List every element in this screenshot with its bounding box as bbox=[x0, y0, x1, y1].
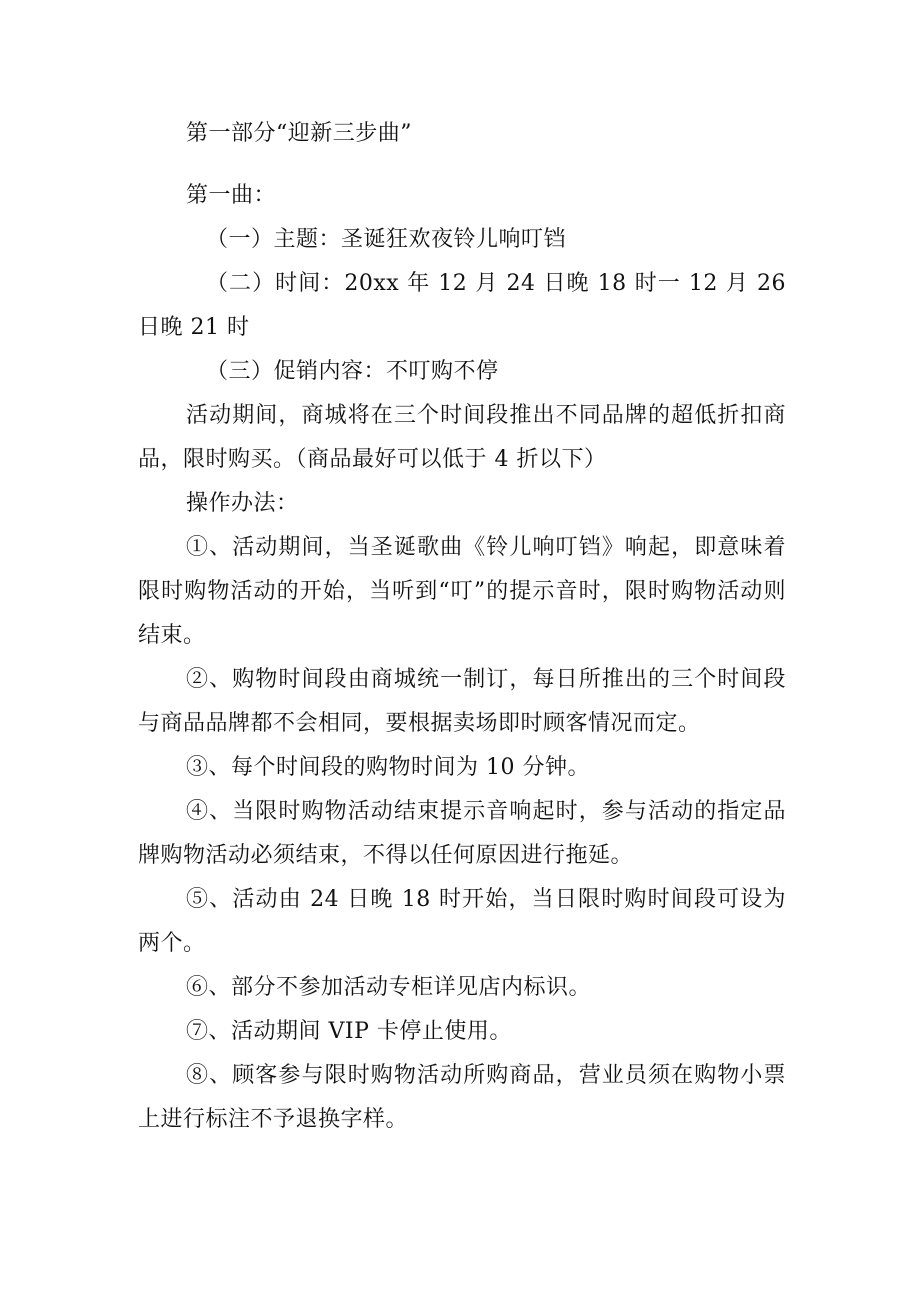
method-title: 操作办法： bbox=[186, 491, 299, 516]
theme-line: （一）主题：圣诞狂欢夜铃儿响叮铛 bbox=[206, 227, 567, 252]
rule-item: ⑥、部分不参加活动专柜详见店内标识。 bbox=[186, 975, 592, 1000]
promo-content-line: （三）促销内容：不叮购不停 bbox=[206, 359, 499, 384]
rule-item: ⑧、顾客参与限时购物活动所购商品，营业员须在购物小票上进行标注不予退换字样。 bbox=[138, 1063, 786, 1132]
intro-paragraph: 活动期间，商城将在三个时间段推出不同品牌的超低折扣商品，限时购买。（商品最好可以低于 4 折以下） bbox=[138, 403, 786, 472]
section-title: 第一曲： bbox=[186, 183, 277, 208]
rule-item: ④、当限时购物活动结束提示音响起时，参与活动的指定品牌购物活动必须结束，不得以任何原因进行拖延。 bbox=[138, 799, 786, 868]
rule-item: ②、购物时间段由商城统一制订，每日所推出的三个时间段与商品品牌都不会相同，要根据卖场即时顾客情况而定。 bbox=[138, 667, 786, 736]
rule-item: ⑤、活动由 24 日晚 18 时开始，当日限时购时间段可设为两个。 bbox=[138, 887, 786, 956]
rule-item: ③、每个时间段的购物时间为 10 分钟。 bbox=[186, 755, 590, 780]
time-line: （二）时间：20xx 年 12 月 24 日晚 18 时一 12 月 26 日晚 21 时 bbox=[138, 271, 786, 340]
document-body bbox=[138, 112, 786, 1142]
rule-item: ①、活动期间，当圣诞歌曲《铃儿响叮铛》响起，即意味着限时购物活动的开始，当听到“叮”的提示音时，限时购物活动则结束。 bbox=[138, 535, 786, 648]
rule-item: ⑦、活动期间 VIP 卡停止使用。 bbox=[186, 1019, 512, 1044]
part-title: 第一部分“迎新三步曲” bbox=[186, 121, 412, 146]
